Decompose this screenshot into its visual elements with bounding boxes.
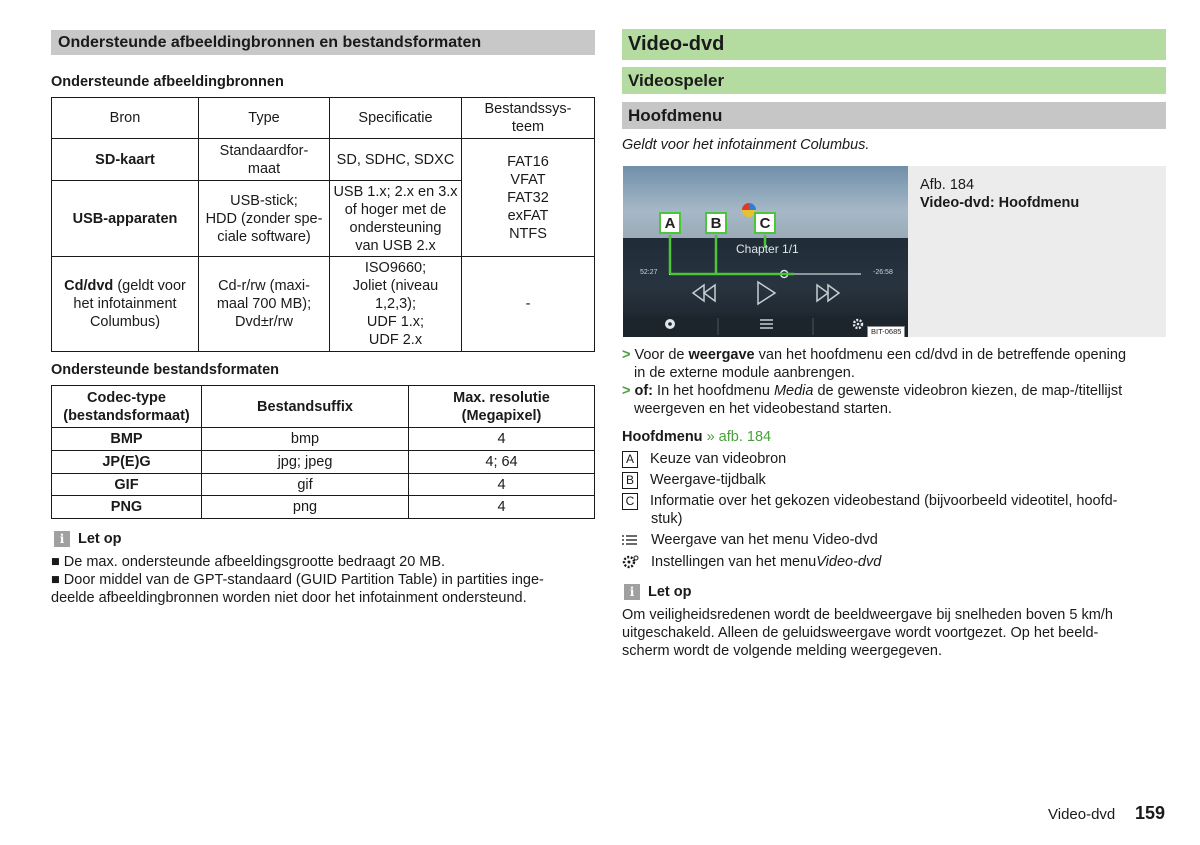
time-remaining: -26:58	[873, 269, 893, 276]
chevron-right-icon: >	[622, 347, 631, 363]
cell-suffix: gif	[202, 474, 409, 496]
step-text: de gewenste videobron kiezen, de map-/titellijst	[813, 383, 1123, 399]
note-line: ■ Door middel van de GPT-standaard (GUID Partition Table) in partities inge-	[51, 572, 544, 588]
info-icon: i	[624, 584, 640, 600]
legend-text-cont: stuk)	[651, 511, 683, 527]
cell-codec: BMP	[52, 428, 202, 451]
col-codec: Codec-type (bestandsformaat)	[52, 386, 202, 428]
cell-fs: -	[462, 257, 595, 352]
cell-suffix: bmp	[202, 428, 409, 451]
marker-c: C	[754, 212, 776, 234]
legend-item-gear	[622, 553, 881, 571]
cell-res: 4	[409, 496, 595, 519]
menu-heading	[622, 428, 771, 446]
legend-text: Instellingen van het menu	[651, 554, 817, 570]
note-line: Om veiligheidsredenen wordt de beeldweergave bij snelheden boven 5 km/h	[622, 607, 1113, 623]
note-line: scherm wordt de volgende melding weergegeven.	[622, 643, 942, 659]
figure-caption-box	[908, 166, 1166, 337]
chevron-right-icon: >	[622, 383, 631, 399]
note-line: ■ De max. ondersteunde afbeeldingsgrootte bedraagt 20 MB.	[51, 554, 446, 570]
cell-codec: PNG	[52, 496, 202, 519]
cell-bron-bold: Cd/dvd	[64, 278, 114, 294]
step-bold: weergave	[688, 347, 755, 363]
legend-text: Keuze van videobron	[650, 451, 787, 467]
step-text: van het hoofdmenu een cd/dvd in de betreffende opening	[754, 347, 1127, 363]
step-text: Voor de	[634, 347, 689, 363]
formats-heading: Ondersteunde bestandsformaten	[51, 362, 280, 378]
legend-text: Weergave-tijdbalk	[650, 472, 766, 488]
col-fs: Bestandssys- teem	[462, 98, 595, 139]
cell-type: Cd-r/rw (maxi- maal 700 MB); Dvd±r/rw	[199, 257, 330, 352]
step-bold: of:	[634, 383, 654, 399]
step-text: In het hoofdmenu	[653, 383, 774, 399]
cell-bron: SD-kaart	[52, 139, 199, 181]
cell-suffix: jpg; jpeg	[202, 451, 409, 474]
legend-item-a	[622, 450, 786, 468]
applies-to: Geldt voor het infotainment Columbus.	[622, 137, 870, 153]
fast-forward-icon[interactable]	[817, 285, 839, 301]
section-title: Ondersteunde afbeeldingbronnen en bestandsformaten	[51, 30, 595, 55]
cell-bron: USB-apparaten	[52, 181, 199, 257]
video-dvd-screenshot	[623, 166, 908, 337]
col-bron: Bron	[52, 98, 199, 139]
step-1	[622, 346, 1126, 364]
time-elapsed: 52:27	[640, 269, 658, 276]
marker-a: A	[659, 212, 681, 234]
legend-key: C	[622, 493, 638, 510]
cell-codec: JP(E)G	[52, 451, 202, 474]
subsection-title: Hoofdmenu	[622, 102, 1166, 129]
sources-table	[51, 97, 595, 352]
step-2	[622, 382, 1122, 400]
legend-item-b	[622, 471, 766, 489]
legend-text: Weergave van het menu Video-dvd	[651, 532, 878, 548]
figure-label: Afb. 184	[920, 177, 975, 193]
note-line: uitgeschakeld. Alleen de geluidsweergave wordt voortgezet. Op het beeld-	[622, 625, 1099, 641]
cell-res: 4	[409, 474, 595, 496]
formats-table	[51, 385, 595, 519]
cell-bron	[52, 257, 199, 352]
list-icon	[622, 533, 638, 547]
figure-reference-link[interactable]: » afb. 184	[706, 429, 772, 445]
cell-codec: GIF	[52, 474, 202, 496]
cell-type: USB-stick; HDD (zonder spe- ciale software)	[199, 181, 330, 257]
cell-spec: ISO9660; Joliet (niveau 1,2,3); UDF 1.x; UDF 2.x	[330, 257, 462, 352]
col-res: Max. resolutie (Megapixel)	[409, 386, 595, 428]
legend-item-list	[622, 531, 878, 549]
section-subtitle: Videospeler	[622, 67, 1166, 94]
page-number: 159	[1135, 803, 1166, 823]
sources-heading: Ondersteunde afbeeldingbronnen	[51, 74, 284, 90]
cell-res: 4	[409, 428, 595, 451]
cell-type: Standaardfor- maat	[199, 139, 330, 181]
legend-key: A	[622, 451, 638, 468]
note-title: Let op	[78, 531, 122, 547]
cell-spec: SD, SDHC, SDXC	[330, 139, 462, 181]
info-icon: i	[54, 531, 70, 547]
rewind-icon[interactable]	[693, 285, 715, 301]
legend-text: Informatie over het gekozen videobestand (bijvoorbeeld videotitel, hoofd-	[650, 493, 1118, 509]
col-type: Type	[199, 98, 330, 139]
legend-text-italic: Video-dvd	[816, 554, 882, 570]
play-icon[interactable]	[758, 282, 775, 304]
note-line: deelde afbeeldingbronnen worden niet door het infotainment ondersteund.	[51, 590, 527, 606]
cell-res: 4; 64	[409, 451, 595, 474]
legend-item-c	[622, 492, 1118, 510]
step-italic: Media	[773, 383, 814, 399]
cell-bron-rest: (geldt voor het infotainment Columbus)	[73, 278, 186, 330]
marker-b: B	[705, 212, 727, 234]
note-heading	[54, 531, 122, 547]
note-heading	[624, 584, 692, 600]
footer-section: Video-dvd	[1048, 806, 1116, 823]
step-2-cont: weergeven en het videobestand starten.	[634, 401, 892, 417]
cell-suffix: png	[202, 496, 409, 519]
note-title: Let op	[648, 584, 692, 600]
cell-spec: USB 1.x; 2.x en 3.x of hoger met de ondersteuning van USB 2.x	[330, 181, 462, 257]
chapter-label: Chapter 1/1	[736, 242, 799, 256]
col-suffix: Bestandsuffix	[202, 386, 409, 428]
col-spec: Specificatie	[330, 98, 462, 139]
cell-fs: FAT16 VFAT FAT32 exFAT NTFS	[462, 139, 595, 257]
menu-heading-text: Hoofdmenu	[622, 429, 703, 445]
figure-code: BIT-0685	[867, 326, 905, 337]
figure-caption: Video-dvd: Hoofdmenu	[920, 195, 1080, 211]
legend-key: B	[622, 472, 638, 489]
gear-icon	[622, 554, 639, 570]
chapter-title: Video-dvd	[622, 29, 1166, 60]
step-1-cont: in de externe module aanbrengen.	[634, 365, 855, 381]
